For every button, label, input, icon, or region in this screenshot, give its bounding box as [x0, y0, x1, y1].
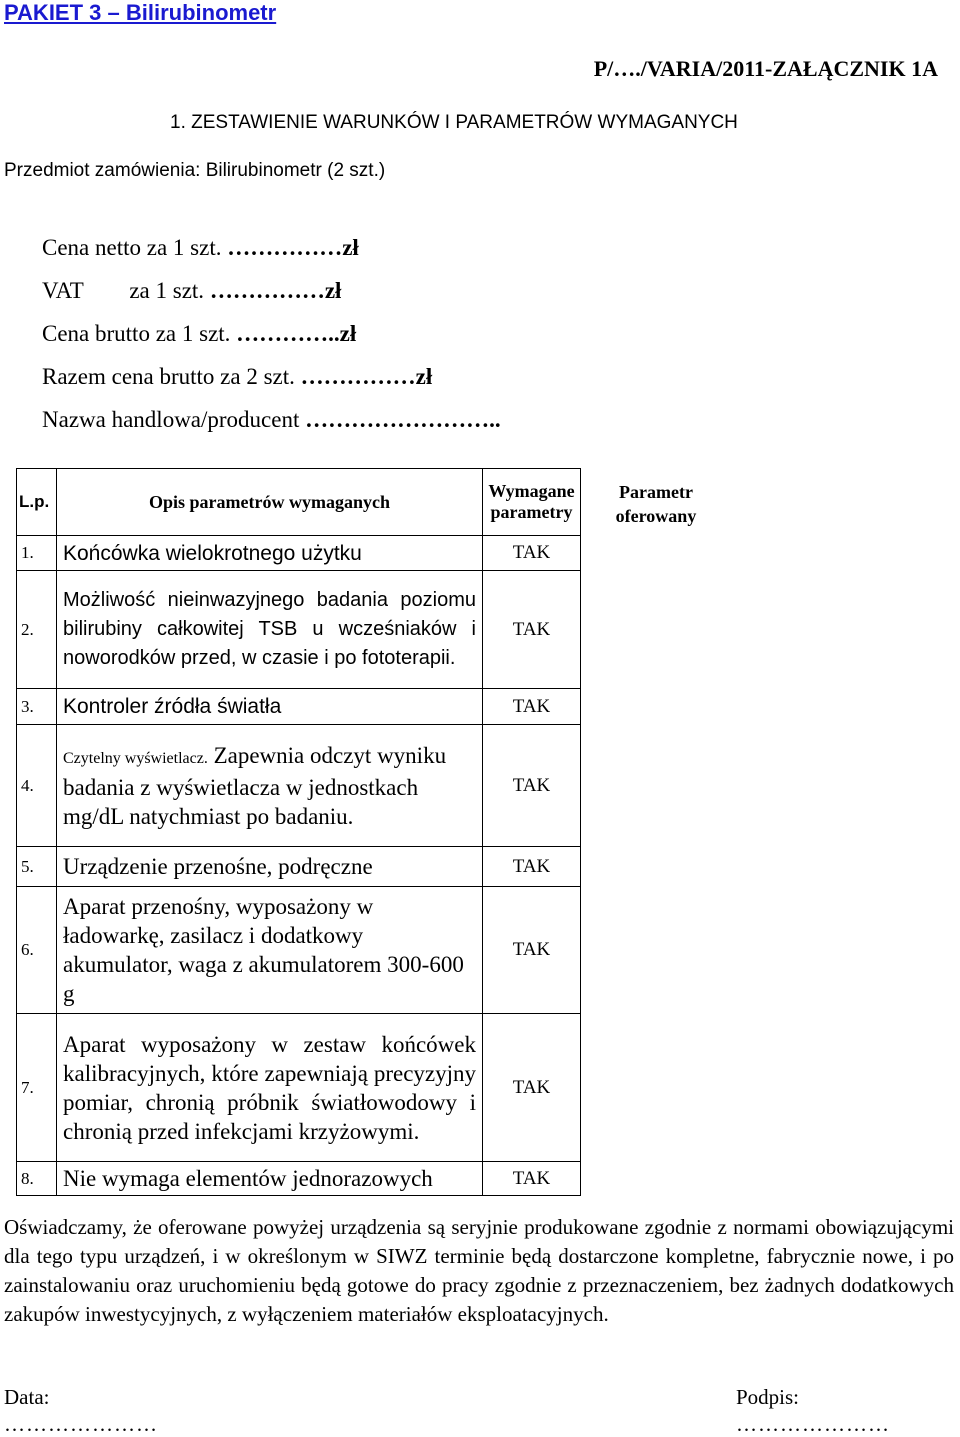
- trade-name-line: [42, 407, 501, 433]
- row-required: TAK: [483, 725, 581, 847]
- date-field: …………………: [4, 1412, 158, 1436]
- reference-number: P/…./VARIA/2011-ZAŁĄCZNIK 1A: [593, 56, 938, 81]
- header-description: Opis parametrów wymaganych: [57, 469, 483, 536]
- table-row: [17, 887, 581, 1014]
- table-header-row: [17, 469, 581, 536]
- row-description: Końcówka wielokrotnego użytku: [57, 536, 483, 571]
- row-description-prefix: Czytelny wyświetlacz.: [63, 749, 208, 767]
- row-required: TAK: [483, 571, 581, 689]
- row-description: Nie wymaga elementów jednorazowych: [57, 1162, 483, 1196]
- table-row: [17, 1162, 581, 1196]
- row-description: Kontroler źródła światła: [57, 689, 483, 725]
- row-number: 4.: [17, 725, 57, 847]
- row-required: TAK: [483, 1162, 581, 1196]
- table-row: [17, 1014, 581, 1162]
- price-net-line: [42, 235, 359, 261]
- order-subject: Przedmiot zamówienia: Bilirubinometr (2 szt.): [4, 160, 386, 181]
- vat-label: VAT za 1 szt.: [42, 278, 210, 303]
- row-description-text: Zapewnia odczyt wyniku badania z wyświetlacza w jednostkach mg/dL natychmiast po badaniu.: [63, 742, 447, 829]
- row-description: [57, 725, 483, 847]
- row-number: 2.: [17, 571, 57, 689]
- trade-name-label: Nazwa handlowa/producent: [42, 407, 306, 432]
- document-title: PAKIET 3 – Bilirubinometr: [4, 0, 277, 25]
- total-gross-label: Razem cena brutto za 2 szt.: [42, 364, 301, 389]
- price-net-label: Cena netto za 1 szt.: [42, 235, 228, 260]
- header-required: Wymagane parametry: [483, 469, 581, 536]
- table-row: [17, 689, 581, 725]
- row-description: Aparat wyposażony w zestaw końcówek kalibracyjnych, które zapewniają precyzyjny pomiar, chronią próbnik światłowodowy i chronią przed infekcjami krzyżowymi.: [57, 1014, 483, 1162]
- table-row: [17, 571, 581, 689]
- row-number: 8.: [17, 1162, 57, 1196]
- row-required: TAK: [483, 887, 581, 1014]
- table-row: [17, 536, 581, 571]
- price-gross-value: …………..zł: [236, 321, 357, 346]
- price-net-value: ……………zł: [227, 235, 359, 260]
- table-row: [17, 725, 581, 847]
- header-lp: L.p.: [17, 469, 57, 536]
- price-gross-label: Cena brutto za 1 szt.: [42, 321, 237, 346]
- row-number: 3.: [17, 689, 57, 725]
- signature-label: Podpis:: [736, 1385, 800, 1409]
- row-required: TAK: [483, 689, 581, 725]
- table-row: [17, 847, 581, 887]
- row-required: TAK: [483, 1014, 581, 1162]
- trade-name-value: ……………………..: [305, 407, 501, 432]
- row-number: 7.: [17, 1014, 57, 1162]
- row-number: 1.: [17, 536, 57, 571]
- total-gross-value: ……………zł: [300, 364, 433, 389]
- total-gross-line: [42, 364, 432, 390]
- date-label: Data:: [4, 1385, 50, 1409]
- row-required: TAK: [483, 536, 581, 571]
- requirements-table: [16, 468, 581, 1196]
- row-description: Możliwość nieinwazyjnego badania poziomu bilirubiny całkowitej TSB u wcześniaków i noworodków przed, w czasie i po fototerapii.: [57, 571, 483, 689]
- vat-line: [42, 278, 341, 304]
- declaration-text: Oświadczamy, że oferowane powyżej urządzenia są seryjnie produkowane zgodnie z normami obowiązującymi dla tego typu urządzeń, i w określonym w SIWZ terminie będą dostarczone kompletne, fabrycznie nowe, i po zainstalowaniu oraz uruchomieniu będą gotowe do pracy zgodnie z przeznaczeniem, bez żadnych dodatkowych zakupów inwestycyjnych, z wyłączeniem materiałów eksploatacyjnych.: [4, 1215, 954, 1326]
- row-required: TAK: [483, 847, 581, 887]
- vat-value: ……………zł: [209, 278, 342, 303]
- row-description: Aparat przenośny, wyposażony w ładowarkę, zasilacz i dodatkowy akumulator, waga z akumulatorem 300-600 g: [57, 887, 483, 1014]
- price-gross-line: [42, 321, 356, 347]
- header-offered: Parametr oferowany: [615, 482, 697, 526]
- row-number: 5.: [17, 847, 57, 887]
- signature-field: …………………: [736, 1412, 890, 1436]
- row-number: 6.: [17, 887, 57, 1014]
- section-heading: 1. ZESTAWIENIE WARUNKÓW I PARAMETRÓW WYMAGANYCH: [170, 112, 738, 133]
- row-description: Urządzenie przenośne, podręczne: [57, 847, 483, 887]
